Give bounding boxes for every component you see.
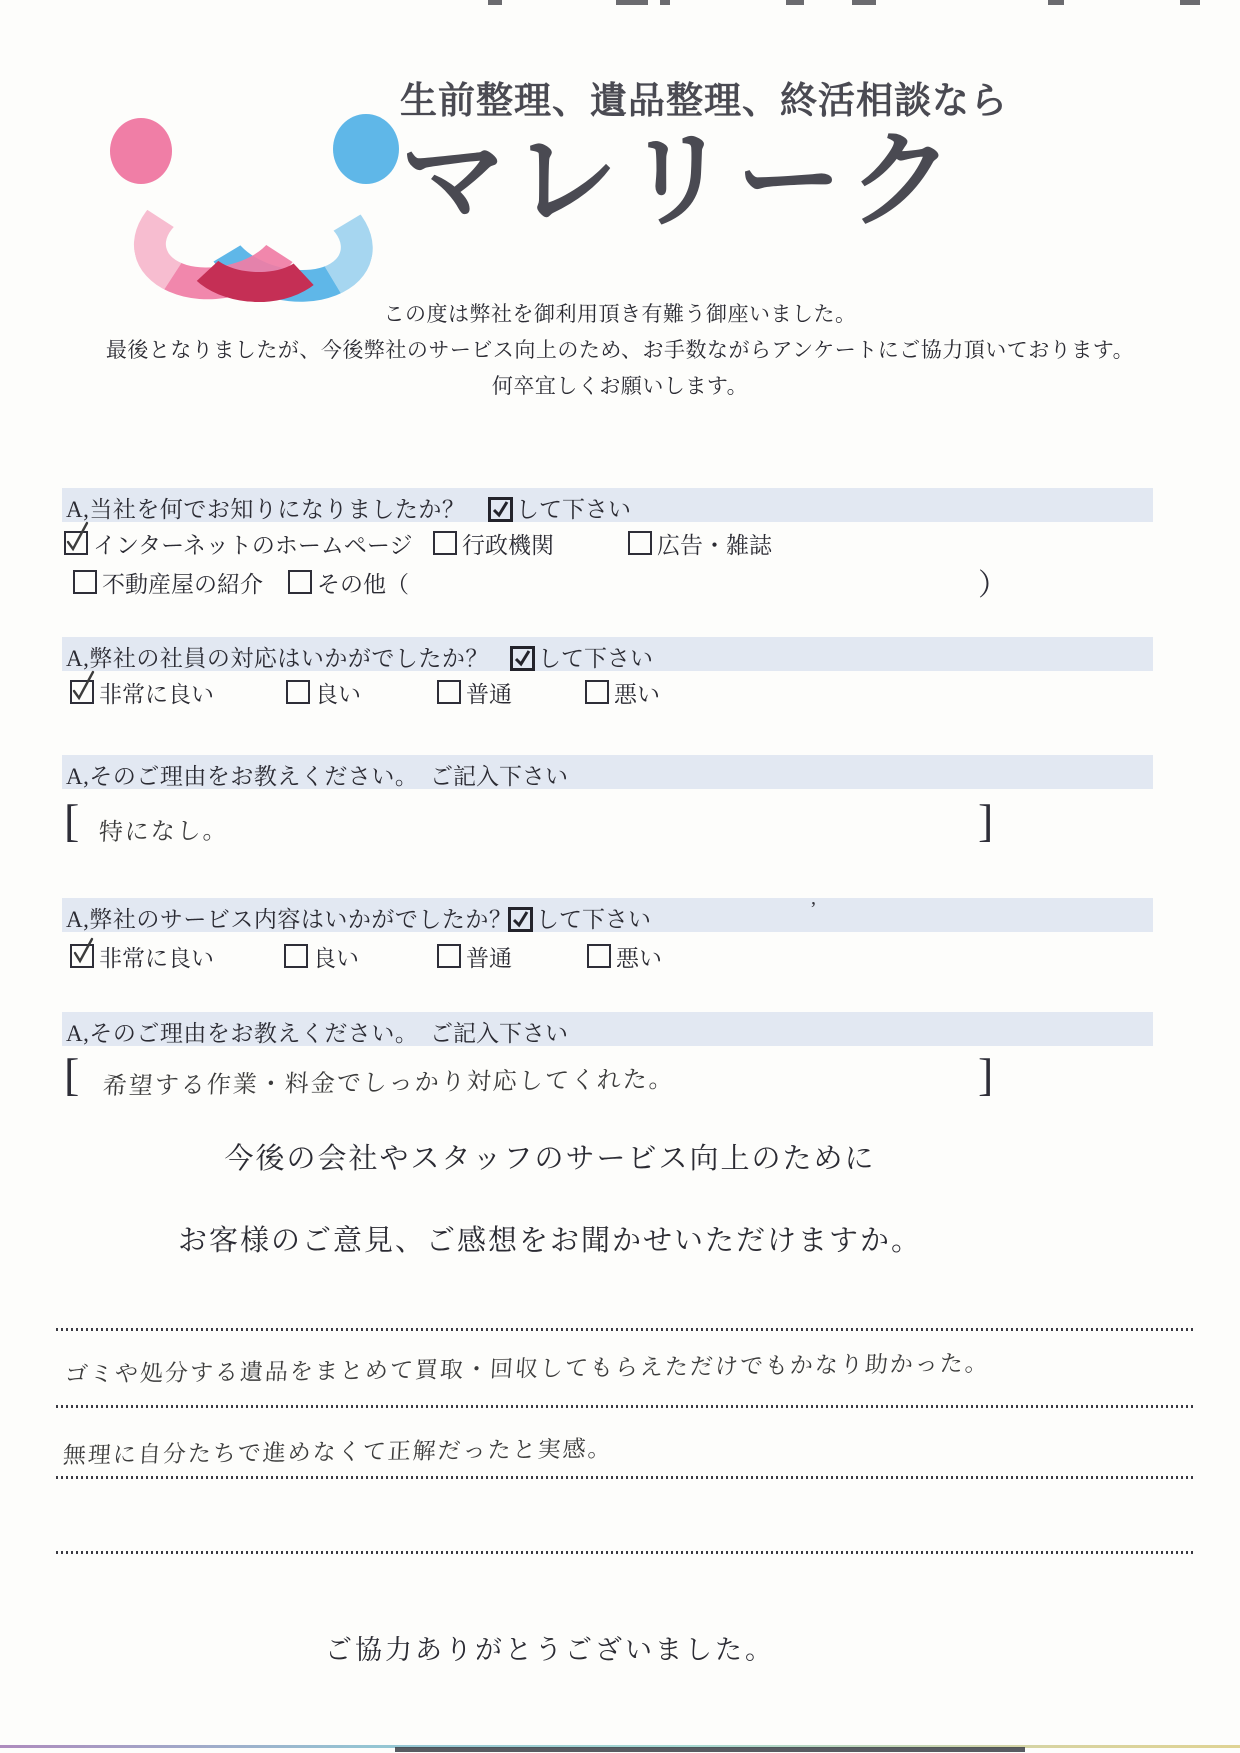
- question-3-title: A,そのご理由をお教えください。: [66, 764, 419, 789]
- option-staff-excellent: 非常に良い: [70, 676, 214, 709]
- question-3-header: [62, 755, 1153, 789]
- option-service-excellent: 非常に良い: [70, 940, 214, 973]
- logo-pink-dot: [110, 118, 172, 184]
- checkbox-icon: [73, 570, 97, 594]
- checkbox-icon: [284, 944, 308, 968]
- checked-checkbox-icon: [488, 497, 513, 522]
- checked-checkbox-icon: [508, 907, 533, 932]
- option-staff-average: 普通: [437, 676, 512, 709]
- scan-edge-artifact: [395, 1747, 1025, 1752]
- checkbox-icon: [288, 570, 312, 594]
- checked-checkbox-icon: [510, 646, 535, 671]
- dotted-rule: [56, 1476, 1196, 1479]
- scan-artifact: [852, 0, 876, 5]
- scan-artifact: [1048, 0, 1064, 5]
- question-5-instruction: ご記入下さい: [430, 1021, 568, 1046]
- scan-stray-mark: ’: [810, 898, 817, 920]
- question-1-instruction: して下さい: [488, 491, 631, 524]
- question-1-header: [62, 488, 1153, 522]
- option-government-agency: 行政機関: [433, 527, 554, 560]
- thanks-message: ご協力ありがとうございました。: [325, 1635, 775, 1665]
- option-ads-magazines: 広告・雑誌: [628, 527, 772, 560]
- option-service-average: 普通: [437, 940, 512, 973]
- intro-line-2: 最後となりましたが、今後弊社のサービス向上のため、お手数ながらアンケートにご協力頂いております。: [105, 338, 1135, 362]
- scan-artifact: [786, 0, 804, 5]
- question-3-instruction: ご記入下さい: [430, 764, 568, 789]
- feedback-heading-2: お客様のご意見、ご感想をお聞かせいただけますか。: [177, 1225, 922, 1257]
- checkbox-icon: [437, 680, 461, 704]
- question-5-title: A,そのご理由をお教えください。: [66, 1021, 419, 1046]
- option-realtor-referral: 不動産屋の紹介: [73, 566, 263, 599]
- question-1-title: A,当社を何でお知りになりましたか？: [66, 497, 466, 522]
- checkbox-icon: [286, 680, 310, 704]
- logo-tagline: 生前整理、遺品整理、終活相談なら: [400, 80, 1008, 121]
- dotted-rule: [56, 1328, 1196, 1331]
- question-4-title: A,弊社のサービス内容はいかがでしたか？: [66, 907, 513, 932]
- question-2-title: A,弊社の社員の対応はいかがでしたか？: [66, 646, 489, 671]
- customer-comment-2: 無理に自分たちで進めなくて正解だったと実感。: [62, 1436, 614, 1470]
- option-staff-good: 良い: [286, 676, 361, 709]
- logo-lockup: [400, 70, 1160, 238]
- intro-line-1: この度は弊社を御利用頂き有難う御座いました。: [383, 302, 857, 326]
- question-2-header: [62, 637, 1153, 671]
- scan-artifact: [660, 0, 670, 5]
- answer-bracket-close: ]: [978, 1049, 994, 1100]
- feedback-heading-1: 今後の会社やスタッフのサービス向上のために: [224, 1143, 876, 1175]
- brand-logo-icon: [105, 110, 400, 285]
- checkbox-icon: [585, 680, 609, 704]
- other-close-paren: ）: [978, 569, 1008, 602]
- brand-name: マレリーク: [400, 122, 960, 240]
- checkbox-icon: [628, 531, 652, 555]
- scan-artifact: [1180, 0, 1200, 5]
- option-service-good: 良い: [284, 940, 359, 973]
- checkbox-icon: [70, 944, 94, 968]
- dotted-rule: [56, 1405, 1196, 1408]
- question-4-header: [62, 898, 1153, 932]
- dotted-rule: [56, 1551, 1196, 1554]
- checkbox-icon: [437, 944, 461, 968]
- checkbox-icon: [64, 531, 88, 555]
- logo-blue-dot: [333, 114, 399, 184]
- option-other: その他（: [288, 566, 409, 599]
- scan-artifact: [488, 0, 502, 5]
- checkbox-icon: [587, 944, 611, 968]
- answer-bracket-close: ]: [978, 795, 994, 846]
- question-4-instruction: して下さい: [508, 901, 651, 934]
- answer-bracket-open: [: [64, 1049, 80, 1100]
- option-staff-bad: 悪い: [585, 676, 660, 709]
- question-5-answer: 希望する作業・料金でしっかり対応してくれた。: [102, 1065, 676, 1101]
- intro-text: [70, 296, 1170, 404]
- customer-comment-1: ゴミや処分する遺品をまとめて買取・回収してもらえただけでもかなり助かった。: [64, 1350, 991, 1389]
- question-3-answer: 特になし。: [98, 816, 230, 847]
- intro-line-3: 何卒宜しくお願いします。: [491, 374, 749, 398]
- checkbox-icon: [70, 680, 94, 704]
- option-service-bad: 悪い: [587, 940, 662, 973]
- option-internet-homepage: インターネットのホームページ: [64, 527, 412, 560]
- scan-artifact: [616, 0, 648, 5]
- question-2-instruction: して下さい: [510, 640, 653, 673]
- answer-bracket-open: [: [64, 795, 80, 846]
- question-5-header: [62, 1012, 1153, 1046]
- checkbox-icon: [433, 531, 457, 555]
